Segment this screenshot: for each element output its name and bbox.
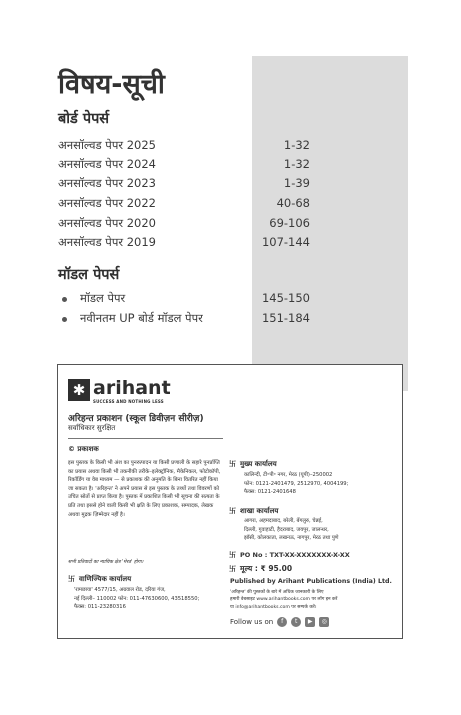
address-line: झाँसी, कोलकाता, लखनऊ, नागपुर, मेरठ तथा पुणे: [244, 535, 339, 542]
jurisdiction-note: सभी प्रतिवादों का न्यायिक क्षेत्र 'मेरठ' होगा।: [68, 560, 144, 565]
toc-row[interactable]: [62, 311, 310, 329]
section-heading-model-papers: मॉडल पेपर्स: [58, 267, 120, 283]
toc-row-pages: 151-184: [261, 311, 310, 325]
toc-row[interactable]: [58, 216, 310, 234]
rights-text: सर्वाधिकार सुरक्षित: [68, 424, 116, 432]
address-line: कालिन्दी, टी॰पी॰ नगर, मेरठ (यूपी)–250002: [244, 472, 333, 478]
address-line: 'रामछाया' 4577/15, अग्रवाल रोड, दरिया गंज,: [74, 587, 166, 593]
commercial-office-heading: [68, 574, 131, 584]
page-title: विषय-सूची: [58, 69, 165, 100]
price: [229, 564, 292, 574]
office-symbol-icon: 卐: [229, 507, 236, 515]
logo-text: arihant: [93, 377, 171, 399]
commercial-office-title: वाणिज्यिक कार्यालय: [79, 575, 132, 583]
toc-row-label: अनसॉल्वड पेपर 2025: [58, 138, 156, 152]
twitter-icon[interactable]: t: [291, 617, 301, 627]
office-symbol-icon: 卐: [229, 565, 236, 573]
toc-row-pages: 107-144: [261, 235, 310, 249]
po-number: [229, 550, 350, 560]
arihant-logo: [68, 379, 171, 404]
toc-row-pages: 1-32: [283, 138, 310, 152]
address-line: दिल्ली, गुवाहाटी, हैदराबाद, जयपुर, जालन्धर,: [244, 526, 329, 533]
divider: [68, 438, 223, 439]
logo-mark-icon: ✱: [68, 379, 90, 401]
po-number-text: PO No : TXT-XX-XXXXXXX-X-XX: [240, 551, 350, 559]
info-line: या info@arihantbooks.com पर सम्पर्क करें।: [230, 604, 317, 610]
toc-row[interactable]: [58, 138, 310, 156]
toc-row-pages: 1-32: [283, 157, 310, 171]
toc-row-label: नवीनतम UP बोर्ड मॉडल पेपर: [80, 311, 203, 325]
branch-office-cities: [244, 517, 339, 543]
address-line: आगरा, अहमदाबाद, बरेली, बेंगलुरु, चेन्नई,: [244, 518, 323, 524]
toc-row[interactable]: [62, 291, 310, 309]
published-by: Published by Arihant Publications (India) Ltd.: [230, 578, 392, 585]
head-office-title: मुख्य कार्यालय: [240, 460, 277, 468]
commercial-office-address: [74, 586, 199, 612]
toc-row-label: अनसॉल्वड पेपर 2022: [58, 196, 156, 210]
branch-office-heading: [229, 506, 278, 516]
head-office-address: [244, 471, 348, 497]
facebook-icon[interactable]: f: [277, 617, 287, 627]
bullet-icon: [62, 297, 67, 302]
head-office-heading: [229, 459, 277, 469]
toc-row[interactable]: [58, 157, 310, 175]
bullet-icon: [62, 317, 67, 322]
logo-tagline: SUCCESS AND NOTHING LESS: [93, 399, 164, 404]
info-line: हमारी वेबसाइट www.arihantbooks.com पर लॉग इन करें: [230, 597, 338, 603]
toc-row-pages: 69-106: [269, 216, 310, 230]
office-symbol-icon: 卐: [229, 460, 236, 468]
toc-row-label: अनसॉल्वड पेपर 2023: [58, 176, 156, 190]
toc-row-pages: 40-68: [276, 196, 310, 210]
toc-row-label: अनसॉल्वड पेपर 2024: [58, 157, 156, 171]
toc-row-pages: 1-39: [283, 176, 310, 190]
toc-row-label: मॉडल पेपर: [80, 291, 126, 305]
contact-info: [230, 589, 398, 611]
office-symbol-icon: 卐: [229, 551, 236, 559]
youtube-icon[interactable]: ▶: [305, 617, 315, 627]
toc-row-label: अनसॉल्वड पेपर 2019: [58, 235, 156, 249]
branch-office-title: शाखा कार्यालय: [240, 507, 279, 515]
price-text: मूल्य : ₹ 95.00: [240, 564, 293, 573]
toc-row[interactable]: [58, 176, 310, 194]
section-heading-board-papers: बोर्ड पेपर्स: [58, 111, 110, 127]
toc-row[interactable]: [58, 235, 310, 253]
copyright-heading: © प्रकाशक: [68, 445, 99, 453]
instagram-icon[interactable]: ◎: [319, 617, 329, 627]
follow-label: Follow us on: [230, 618, 274, 626]
office-symbol-icon: 卐: [68, 575, 75, 583]
address-line: फैक्स: 011-23280316: [74, 604, 126, 611]
address-line: फोन: 0121-2401479, 2512970, 4004199;: [244, 480, 349, 487]
copyright-body: इस पुस्तक के किसी भी अंश का पुनरुत्पादन या किसी प्रणाली के सहारे पुनर्प्राप्ति का प्रयास अथवा किसी भी तकनीकी तरीके–इलेक्ट्रॉनिक, मैकेनिकल, फोटोकॉपी, रिकॉर्डिंग या वेब माध्यम — से प्रकाशक की अनुमति के बिना वितरित नहीं किया जा सकता है। 'अरिहन्त' ने अपने प्रयास से इस पुस्तक के तथ्यों तथा विवरणों को उचित स्रोतों से प्राप्त किया है। पुस्तक में प्रकाशित किसी भी सूचना की सत्यता के प्रति तथा इससे होने वाली किसी भी क्षति के लिए प्रकाशक, सम्पादक, लेखक अथवा मुद्रक ज़िम्मेदार नहीं है।: [68, 460, 221, 518]
publisher-box: [57, 364, 403, 639]
address-line: फैक्स: 0121-2401648: [244, 489, 296, 496]
social-follow: [230, 617, 329, 627]
toc-row[interactable]: [58, 196, 310, 214]
toc-row-pages: 145-150: [261, 291, 310, 305]
address-line: नई दिल्ली– 110002 फोन: 011-47630600, 43518550;: [74, 595, 200, 602]
publisher-name: अरिहन्त प्रकाशन (स्कूल डिवीज़न सीरीज़): [68, 414, 204, 424]
toc-row-label: अनसॉल्वड पेपर 2020: [58, 216, 156, 230]
info-line: 'अरिहन्त' की पुस्तकों के बारे में अधिक जानकारी के लिए: [230, 590, 324, 595]
